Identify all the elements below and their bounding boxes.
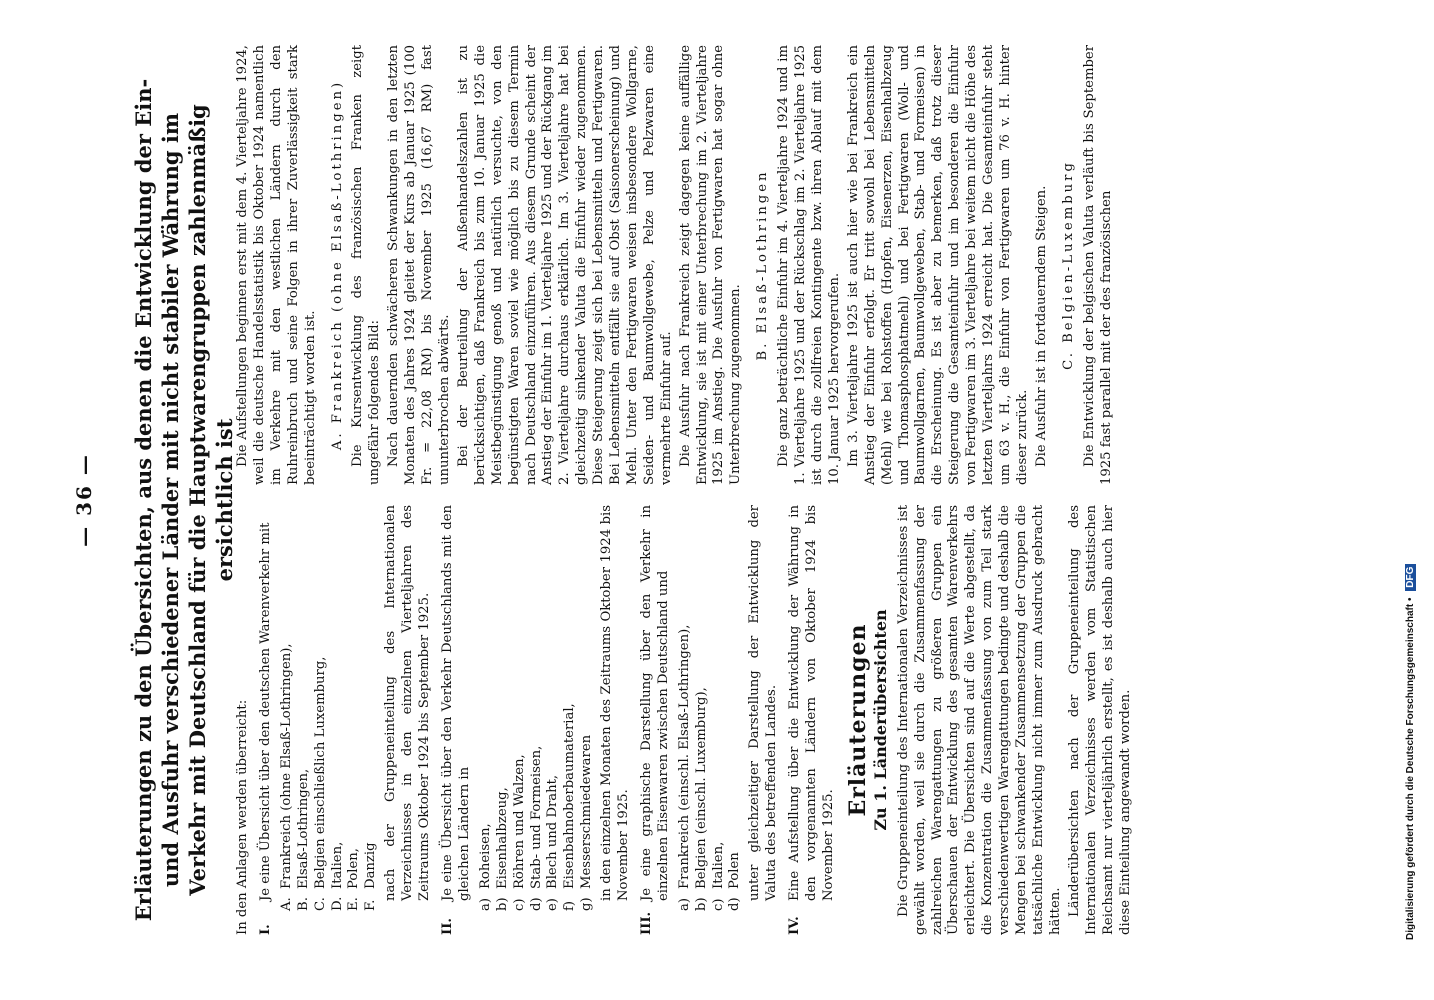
list-item: C. Belgien einschließlich Luxemburg,	[312, 656, 328, 911]
intro-text: In den Anlagen werden überreicht:	[235, 699, 250, 935]
enum-number: III.	[638, 911, 654, 935]
paragraph: Die ganz beträchtliche Einfuhr im 4. Vierteljahre 1924 und im 1. Vierteljahre 1925 und der Rückschlag im 2. Vierteljahre 1925 ist durch die zollfreien Kontingente bzw. ihren Ablauf mit dem 10. Januar 1925 hervorgerufen.	[776, 45, 842, 485]
section-b-heading: B. Elsaß-Lothringen	[755, 169, 771, 361]
enum-number: I.	[257, 924, 273, 935]
enum-after-text: nach der Gruppeneinteilung des Internationalen Verzeichnisses in den einzelnen Vierteljahren des Zeitraums Oktober 1924 bis September 1925.	[383, 505, 433, 901]
list-item: b) Belgien (einschl. Luxemburg),	[693, 687, 709, 911]
enum-item-1	[258, 505, 275, 935]
list-item: f) Eisenbahnoberbaumaterial,	[562, 703, 578, 911]
enum-item-3	[639, 505, 673, 935]
list-item: A. Frankreich (ohne Elsaß-Lothringen),	[278, 643, 294, 911]
paragraph: Die Entwicklung der belgischen Valuta verläuft bis September 1925 fast parallel mit der des französischen	[1081, 45, 1114, 485]
enum-item-4	[787, 505, 838, 935]
right-column	[235, 45, 1117, 485]
page-number: — 36 —	[72, 453, 96, 547]
enum-text: Je eine Übersicht über den deutschen Warenverkehr mit	[257, 522, 273, 901]
list-item: c) Italien,	[710, 841, 726, 911]
left-column	[235, 505, 1136, 935]
list-item: e) Blech und Draht,	[545, 774, 561, 911]
enum-after-text: unter gleichzeitiger Darstellung der Entwicklung der Valuta des betreffenden Landes.	[747, 505, 780, 901]
dfg-logo: DFG	[1405, 564, 1416, 591]
list-item: b) Eisenhalbzeug,	[494, 787, 510, 911]
list-item: a) Frankreich (einschl. Elsaß-Lothringen),	[676, 624, 692, 911]
section-heading: Erläuterungen	[844, 623, 871, 817]
enum-number: IV.	[787, 916, 803, 935]
paragraph: Nach dauernden schwächeren Schwankungen in den letzten Monaten des Jahres 1924 gleitet der Kurs ab Januar 1925 (100 Fr. = 22,08 RM) bis November 1925 (16,67 RM) fast ununterbrochen abwärts.	[386, 45, 452, 485]
list-item: d) Polen	[727, 852, 743, 911]
list-item: B. Elsaß-Lothringen,	[295, 768, 311, 911]
paragraph: Die Ausfuhr ist in fortdauerndem Steigen.	[1033, 185, 1049, 467]
section-c-heading: C. Belgien-Luxemburg	[1060, 160, 1076, 370]
credit-text: Digitalisierung gefördert durch die Deutsche Forschungsgemeinschaft •	[1405, 597, 1416, 940]
enum-text: Je eine Übersicht über den Verkehr Deutschlands mit den gleichen Ländern in	[439, 505, 472, 901]
goods-list	[478, 505, 596, 935]
paragraph: Bei der Beurteilung der Außenhandelszahlen ist zu berücksichtigen, daß Frankreich bis zum 10. Januar 1925 die Meistbegünstigung genoß und natürlich versuchte, von den begünstigten Waren soviel wie möglich bis zu diesem Termin nach Deutschland einzuführen. Aus diesem Grunde scheint der Anstieg der Einfuhr im 1. Vierteljahre 1925 und der Rückgang im 2. Vierteljahre durchaus erklärlich. Im 3. Vierteljahre hat bei gleichzeitig sinkender Valuta die Einfuhr wieder zugenommen. Diese Steigerung zeigt sich bei Lebensmitteln und Fertigwaren. Bei Lebensmitteln entfällt sie auf Obst (Saisonerscheinung) und Mehl. Unter den Fertigwaren weisen insbesondere Wollgarne, Seiden- und Baumwollgewebe, Pelze und Pelzwaren eine vermehrte Einfuhr auf.	[455, 45, 674, 485]
enum-item-2	[440, 505, 474, 935]
list-item: c) Röhren und Walzen,	[511, 754, 527, 911]
paragraph: Die Gruppeneinteilung des Internationalen Verzeichnisses ist gewählt worden, weil sie durch die Zusammenfassung der zahlreichen Warengattungen zu größeren Gruppen ein Überschauen der Entwicklung des gesamten Warenverkehrs erleichtert. Die Übersichten sind auf die Werte abgestellt, da die Konzentration die Zusammenfassung von zum Teil stark verschiedenwertigen Warengattungen bedingte und deshalb die Mengen bei schwankender Zusammensetzung der Gruppen die tatsächliche Entwicklung nicht immer zum Ausdruck gebracht hätten.	[895, 505, 1063, 935]
paragraph: Länderübersichten nach der Gruppeneinteilung des Internationalen Verzeichnisses werden vom Statistischen Reichsamt nur vierteljährlich erstellt, es ist deshalb auch hier diese Einteilung angewandt worden.	[1066, 505, 1133, 935]
list-item: d) Stab- und Formeisen,	[528, 745, 544, 911]
list-item: a) Roheisen,	[477, 823, 493, 911]
list-item: E. Polen,	[346, 848, 362, 911]
paragraph: Die Ausfuhr nach Frankreich zeigt dagegen keine auffällige Entwicklung, sie ist mit einer Unterbrechung im 2. Vierteljahre 1925 im Anstieg. Die Ausfuhr von Fertigwaren hat sogar ohne Unterbrechung zugenommen.	[677, 45, 744, 485]
digitization-credit	[1405, 40, 1416, 940]
paragraph: Die Kursentwicklung des französischen Franken zeigt ungefähr folgendes Bild:	[350, 45, 383, 485]
list-item: g) Messerschmiedewaren	[579, 734, 595, 911]
page-title: Erläuterungen zu den Übersichten, aus denen die Entwicklung der Ein- und Ausfuhr verschiedener Länder mit nicht stabiler Währung im Verkehr mit Deutschland für die Hauptwarengruppen zahlenmäßig ersichtlich ist	[131, 78, 237, 922]
enum-text: Je eine graphische Darstellung über den Verkehr in einzelnen Eisenwaren zwischen Deutschland und	[638, 505, 671, 901]
paragraph: Im 3. Vierteljahre 1925 ist auch hier wie bei Frankreich ein Anstieg der Einfuhr erfolgt. Er tritt sowohl bei Lebensmitteln (Mehl) wie bei Rohstoffen (Hopfen, Eisenerzen, Eisenhalbzeug und Thomasphosphatmehl) und bei Fertigwaren (Woll- und Baumwollgarnen, Baumwollgeweben, Stab- und Formeisen) in die Erscheinung. Es ist aber zu bemerken, daß trotz dieser Steigerung die Gesamteinfuhr und im besonderen die Einfuhr von Fertigwaren im 3. Vierteljahre bei weitem nicht die Höhe des letzten Vierteljahrs 1924 erreicht hat. Die Gesamteinfuhr steht um 63 v. H., die Einfuhr von Fertigwaren um 76 v. H. hinter dieser zurück.	[845, 45, 1030, 485]
section-a-heading: A. Frankreich (ohne Elsaß-Lothringen)	[329, 79, 345, 451]
paragraph: Die Aufstellungen beginnen erst mit dem 4. Vierteljahre 1924, weil die deutsche Handelsstatistik bis Oktober 1924 namentlich im Verkehre mit den westlichen Ländern durch den Ruhreinbruch und seine Folgen in ihrer Zuverlässigkeit stark beeinträchtigt worden ist.	[235, 45, 318, 485]
country-list	[279, 505, 380, 935]
list-item: F. Danzig	[363, 842, 379, 911]
enum-number: II.	[439, 918, 455, 935]
enum-text: Eine Aufstellung über die Entwicklung der Währung in den vorgenannten Ländern von Oktober 1924 bis November 1925.	[787, 505, 836, 901]
subsection-heading: Zu 1. Länderübersichten	[870, 609, 890, 831]
chart-country-list	[677, 505, 745, 935]
enum-after-text: in den einzelnen Monaten des Zeitraums Oktober 1924 bis November 1925.	[599, 505, 632, 901]
list-item: D. Italien,	[329, 841, 345, 911]
